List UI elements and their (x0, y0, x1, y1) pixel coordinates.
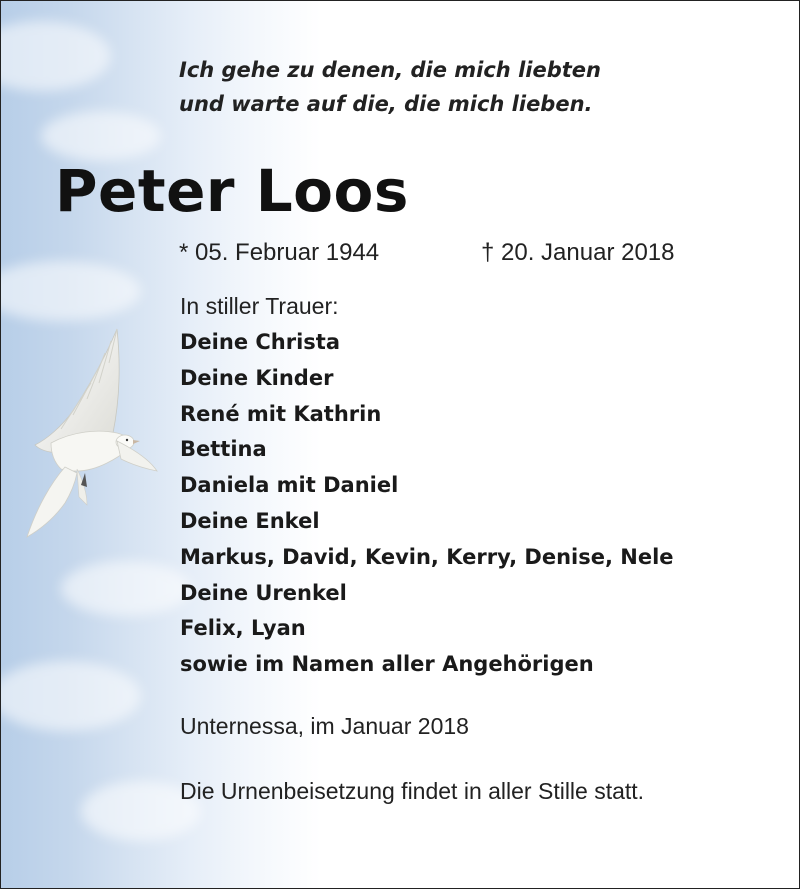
life-dates (179, 235, 719, 271)
mourner-entry: sowie im Namen aller Angehörigen (180, 652, 594, 677)
cloud (61, 561, 191, 616)
mourner-list (180, 325, 674, 683)
place-and-date: Unternessa, im Januar 2018 (180, 713, 469, 739)
mourner-entry: Deine Kinder (180, 365, 334, 390)
death-date: † 20. Januar 2018 (481, 239, 675, 266)
cloud (0, 261, 141, 321)
white-dove-icon (21, 323, 167, 545)
verse-line: Ich gehe zu denen, die mich liebten (179, 58, 601, 82)
cloud (0, 661, 141, 731)
cloud (0, 21, 111, 91)
mourner-entry: Deine Enkel (180, 508, 320, 533)
verse-line: und warte auf die, die mich lieben. (179, 92, 593, 116)
funeral-note: Die Urnenbeisetzung findet in aller Stille statt. (180, 778, 645, 804)
mourner-entry: Bettina (180, 437, 267, 462)
mourner-entry: Deine Christa (180, 330, 341, 354)
birth-date: * 05. Februar 1944 (179, 239, 380, 266)
mourner-entry: Markus, David, Kevin, Kerry, Denise, Nele (180, 544, 674, 569)
deceased-name: Peter Loos (55, 157, 409, 225)
mourner-entry: René mit Kathrin (180, 401, 382, 426)
verse (179, 53, 601, 121)
mourner-entry: Deine Urenkel (180, 580, 347, 605)
mourner-entry: Daniela mit Daniel (180, 473, 399, 498)
mourner-entry: Felix, Lyan (180, 616, 306, 641)
mourning-label: In stiller Trauer: (180, 293, 339, 319)
